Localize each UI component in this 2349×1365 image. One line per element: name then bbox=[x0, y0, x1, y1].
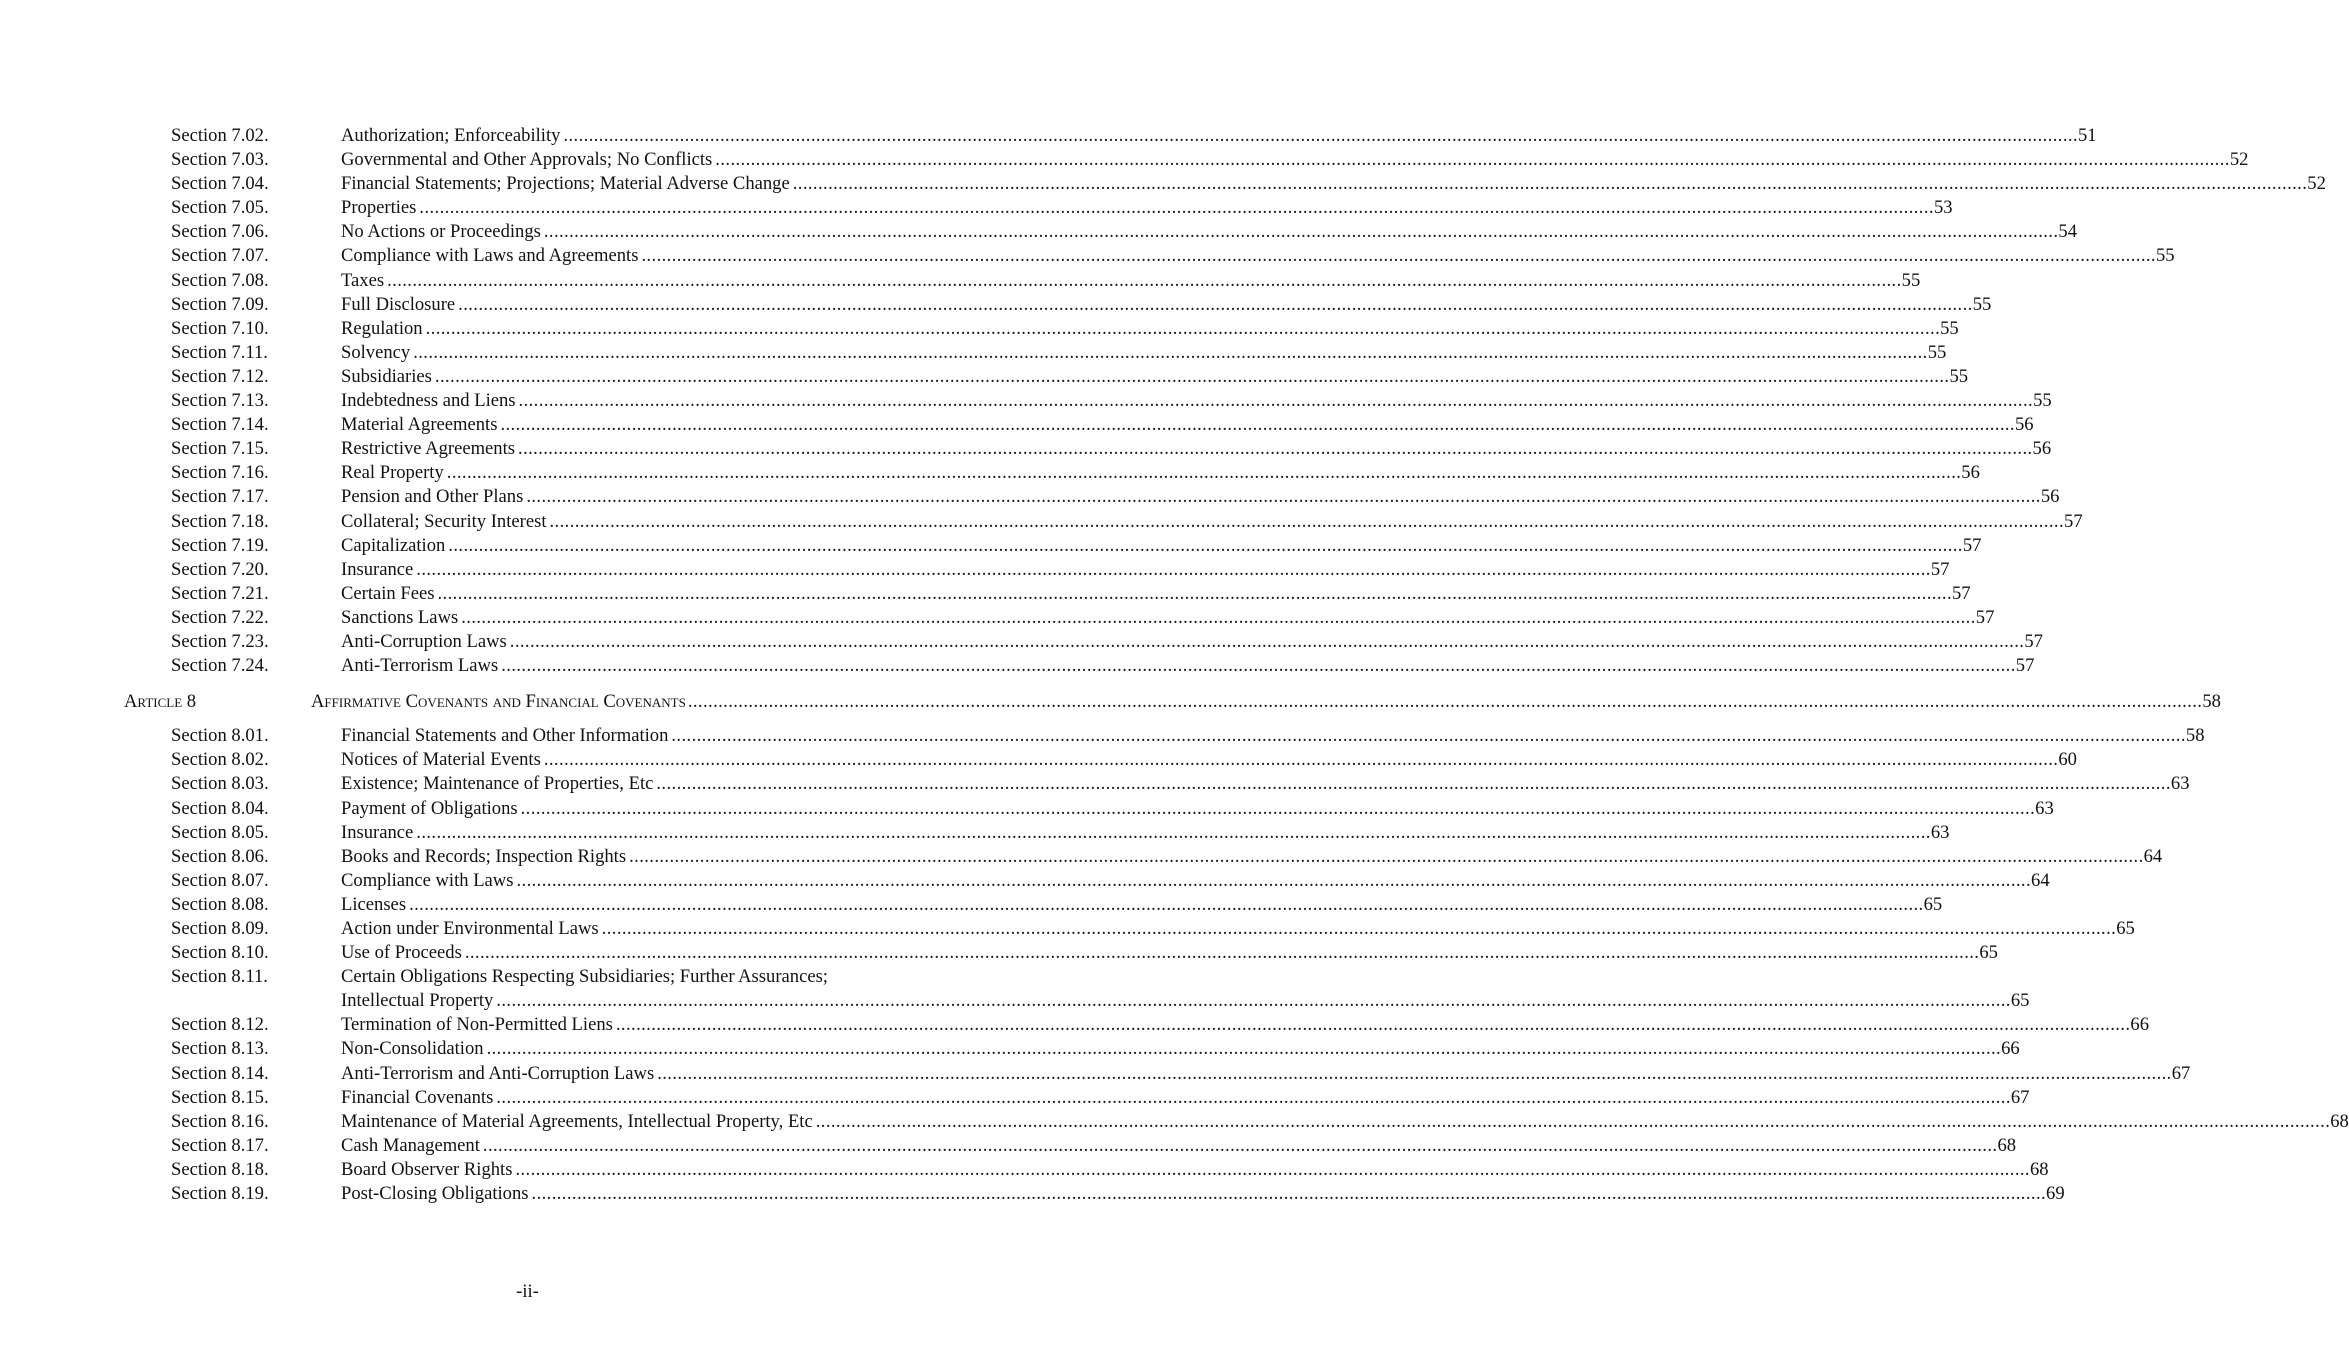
section-page-number: 68 bbox=[2029, 1158, 2049, 1180]
dot-leader: ............................................................................................................................................................................................................................................................................................................ bbox=[482, 1134, 1998, 1156]
section-title: Pension and Other Plans bbox=[341, 486, 524, 508]
section-title: Financial Covenants bbox=[341, 1086, 494, 1108]
section-title: Cash Management bbox=[341, 1134, 480, 1156]
section-number: Section 7.15. bbox=[171, 438, 269, 460]
dot-leader: ............................................................................................................................................................................................................................................................................................................ bbox=[437, 582, 1952, 604]
dot-leader: ............................................................................................................................................................................................................................................................................................................ bbox=[715, 149, 2230, 171]
section-title-line bbox=[341, 748, 2077, 772]
section-number: Section 8.14. bbox=[171, 1062, 269, 1084]
section-page-number: 57 bbox=[2064, 510, 2083, 532]
dot-leader: ............................................................................................................................................................................................................................................................................................................ bbox=[515, 1158, 2030, 1180]
section-title-line bbox=[341, 917, 2135, 941]
section-page-number: 55 bbox=[1972, 293, 1992, 315]
section-title-line bbox=[341, 606, 1995, 630]
section-number: Section 7.09. bbox=[171, 293, 269, 315]
section-title-line bbox=[341, 172, 2326, 196]
section-list-article-8-part-2 bbox=[0, 1013, 2349, 1206]
dot-leader: ............................................................................................................................................................................................................................................................................................................ bbox=[434, 365, 1950, 387]
section-title-line bbox=[341, 582, 1971, 606]
section-title: Solvency bbox=[341, 341, 411, 363]
section-title-line bbox=[341, 1086, 2030, 1110]
section-title: Subsidiaries bbox=[341, 365, 432, 387]
section-title-line bbox=[341, 220, 2077, 244]
section-title: Anti-Terrorism Laws bbox=[341, 655, 499, 677]
section-page-number: 65 bbox=[1979, 942, 1998, 964]
section-title: Properties bbox=[341, 197, 417, 219]
section-title-line bbox=[341, 724, 2205, 748]
toc-section-row[interactable] bbox=[0, 582, 1971, 606]
section-title-line bbox=[341, 869, 2050, 893]
section-list-article-7 bbox=[0, 124, 2326, 678]
section-title-line bbox=[341, 485, 2060, 509]
section-page-number: 53 bbox=[1933, 197, 1953, 219]
section-list-article-8-part-1 bbox=[0, 724, 2205, 965]
section-title: Post-Closing Obligations bbox=[341, 1183, 529, 1205]
section-page-number: 64 bbox=[2143, 845, 2163, 867]
section-page-number: 55 bbox=[1927, 341, 1947, 363]
section-page-number: 63 bbox=[2170, 773, 2190, 795]
section-number: Section 7.17. bbox=[171, 486, 269, 508]
section-number: Section 7.11. bbox=[171, 341, 268, 363]
section-title-line bbox=[341, 845, 2163, 869]
dot-leader: ............................................................................................................................................................................................................................................................................................................ bbox=[458, 293, 1973, 315]
toc-section-row[interactable] bbox=[0, 220, 2077, 244]
dot-leader: ............................................................................................................................................................................................................................................................................................................ bbox=[446, 462, 1962, 484]
section-title-line bbox=[341, 1037, 2020, 1061]
section-title: Capitalization bbox=[341, 534, 446, 556]
toc-section-row[interactable] bbox=[0, 654, 2035, 678]
dot-leader: ............................................................................................................................................................................................................................................................................................................ bbox=[496, 990, 2011, 1012]
section-title-line bbox=[341, 534, 1982, 558]
toc-section-row[interactable] bbox=[0, 772, 2190, 796]
section-title-line bbox=[341, 437, 2052, 461]
section-title-line bbox=[341, 654, 2035, 678]
dot-leader: ............................................................................................................................................................................................................................................................................................................ bbox=[518, 438, 2033, 460]
section-number: Section 7.23. bbox=[171, 630, 269, 652]
section-page-number: 57 bbox=[1975, 606, 1995, 628]
section-title: Board Observer Rights bbox=[341, 1158, 513, 1180]
section-title-line bbox=[341, 772, 2190, 796]
section-number: Section 8.06. bbox=[171, 845, 269, 867]
section-title-line bbox=[341, 341, 1947, 365]
toc-section-row[interactable] bbox=[0, 1086, 2030, 1110]
section-title: Insurance bbox=[341, 821, 414, 843]
section-page-number: 56 bbox=[2032, 438, 2052, 460]
toc-section-row[interactable] bbox=[0, 461, 1980, 485]
article-page-number: 58 bbox=[2202, 691, 2221, 713]
section-page-number: 57 bbox=[2015, 655, 2035, 677]
section-title: Existence; Maintenance of Properties, Etc bbox=[341, 773, 654, 795]
toc-section-row[interactable] bbox=[0, 413, 2034, 437]
toc-section-row[interactable] bbox=[0, 124, 2097, 148]
section-title: Anti-Terrorism and Anti-Corruption Laws bbox=[341, 1062, 655, 1084]
dot-leader: ............................................................................................................................................................................................................................................................................................................ bbox=[563, 125, 2078, 146]
toc-section-row[interactable] bbox=[0, 510, 2083, 534]
section-title: Action under Environmental Laws bbox=[341, 918, 599, 939]
section-page-number: 57 bbox=[2024, 630, 2043, 652]
section-page-number: 65 bbox=[1923, 893, 1943, 915]
dot-leader: ............................................................................................................................................................................................................................................................................................................ bbox=[526, 486, 2041, 508]
section-number: Section 8.07. bbox=[171, 869, 269, 891]
section-title-line bbox=[341, 244, 2175, 268]
section-title-line bbox=[341, 510, 2083, 534]
toc-section-row[interactable] bbox=[0, 630, 2043, 654]
section-number: Section 7.13. bbox=[171, 390, 269, 412]
section-number: Section 8.02. bbox=[171, 749, 269, 771]
section-page-number: 55 bbox=[1949, 365, 1969, 387]
section-page-number: 52 bbox=[2307, 173, 2326, 195]
section-number: Section 8.09. bbox=[171, 918, 269, 939]
section-page-number: 63 bbox=[1930, 821, 1950, 843]
section-number: Section 7.22. bbox=[171, 606, 269, 628]
section-title: Sanctions Laws bbox=[341, 606, 459, 628]
section-title: No Actions or Proceedings bbox=[341, 221, 541, 243]
toc-section-row[interactable] bbox=[0, 821, 1950, 845]
section-title-line bbox=[341, 461, 1980, 485]
section-number: Section 8.18. bbox=[171, 1158, 269, 1180]
section-title: Taxes bbox=[341, 269, 385, 291]
section-number: Section 7.16. bbox=[171, 462, 269, 484]
dot-leader: ............................................................................................................................................................................................................................................................................................................ bbox=[409, 893, 1924, 915]
section-title: Books and Records; Inspection Rights bbox=[341, 845, 627, 867]
section-title: Full Disclosure bbox=[341, 293, 456, 315]
section-page-number: 56 bbox=[2040, 486, 2060, 508]
section-number: Section 8.04. bbox=[171, 797, 269, 819]
toc-section-row[interactable] bbox=[0, 1062, 2191, 1086]
toc-section-row[interactable] bbox=[0, 485, 2060, 509]
toc-section-row[interactable] bbox=[0, 293, 1992, 317]
section-title-line bbox=[341, 293, 1992, 317]
section-title-line2: Intellectual Property bbox=[341, 990, 494, 1012]
section-title-line bbox=[341, 196, 1953, 220]
section-title: Non-Consolidation bbox=[341, 1038, 484, 1060]
section-title: Licenses bbox=[341, 893, 407, 915]
section-page-number: 65 bbox=[2116, 918, 2135, 939]
section-number: Section 8.10. bbox=[171, 942, 269, 964]
section-title: Regulation bbox=[341, 317, 423, 339]
section-title-line bbox=[341, 1062, 2191, 1086]
section-title: Authorization; Enforceability bbox=[341, 125, 561, 146]
section-title: Anti-Corruption Laws bbox=[341, 630, 507, 652]
section-title: Payment of Obligations bbox=[341, 797, 518, 819]
section-title: Notices of Material Events bbox=[341, 749, 541, 771]
section-title: Certain Fees bbox=[341, 582, 435, 604]
section-title: Financial Statements; Projections; Material Adverse Change bbox=[341, 173, 790, 195]
dot-leader: ............................................................................................................................................................................................................................................................................................................ bbox=[416, 821, 1931, 843]
section-page-number: 67 bbox=[2171, 1062, 2191, 1084]
dot-leader: ............................................................................................................................................................................................................................................................................................................ bbox=[656, 773, 2171, 795]
section-title: Material Agreements bbox=[341, 414, 498, 436]
section-page-number: 51 bbox=[2077, 125, 2097, 146]
section-page-number: 57 bbox=[1952, 582, 1971, 604]
dot-leader: ............................................................................................................................................................................................................................................................................................................ bbox=[416, 558, 1931, 580]
section-title-line bbox=[341, 365, 1969, 389]
section-number: Section 7.20. bbox=[171, 558, 269, 580]
dot-leader: ............................................................................................................................................................................................................................................................................................................ bbox=[641, 245, 2156, 267]
section-number: Section 8.05. bbox=[171, 821, 269, 843]
section-title-line bbox=[341, 389, 2052, 413]
section-title: Indebtedness and Liens bbox=[341, 390, 516, 412]
section-title-line bbox=[341, 317, 1959, 341]
dot-leader: ............................................................................................................................................................................................................................................................................................................ bbox=[549, 510, 2065, 532]
section-title-line1: Certain Obligations Respecting Subsidiaries; Further Assurances; bbox=[341, 966, 828, 988]
section-title-line bbox=[341, 269, 1921, 293]
toc-section-row[interactable] bbox=[0, 244, 2175, 268]
section-page-number: 58 bbox=[2185, 725, 2205, 747]
section-number: Section 7.04. bbox=[171, 173, 269, 195]
section-page-number: 68 bbox=[2330, 1110, 2349, 1132]
toc-section-row[interactable] bbox=[0, 1182, 2065, 1206]
toc-section-row[interactable] bbox=[0, 1110, 2349, 1134]
article-title-line bbox=[311, 690, 2221, 714]
section-number: Section 8.03. bbox=[171, 773, 269, 795]
section-title-line bbox=[341, 797, 2054, 821]
section-title-line bbox=[341, 941, 1998, 965]
section-title-line bbox=[341, 1134, 2017, 1158]
section-page-number: 60 bbox=[2058, 749, 2077, 771]
section-title: Use of Proceeds bbox=[341, 942, 462, 964]
section-title-line bbox=[341, 821, 1950, 845]
section-number: Section 8.16. bbox=[171, 1110, 269, 1132]
table-of-contents bbox=[0, 124, 2349, 1206]
section-page-number: 55 bbox=[2155, 245, 2175, 267]
section-title-line bbox=[341, 148, 2249, 172]
dot-leader: ............................................................................................................................................................................................................................................................................................................ bbox=[448, 534, 1963, 556]
dot-leader: ............................................................................................................................................................................................................................................................................................................ bbox=[543, 221, 2059, 243]
section-page-number: 55 bbox=[1940, 317, 1959, 339]
dot-leader: ............................................................................................................................................................................................................................................................................................................ bbox=[518, 390, 2034, 412]
dot-leader: ............................................................................................................................................................................................................................................................................................................ bbox=[419, 197, 1934, 219]
toc-section-row[interactable] bbox=[0, 365, 1969, 389]
toc-section-row[interactable] bbox=[0, 941, 1998, 965]
dot-leader: ............................................................................................................................................................................................................................................................................................................ bbox=[615, 1014, 2131, 1036]
section-page-number: 55 bbox=[2033, 390, 2052, 412]
section-title-line bbox=[341, 989, 2030, 1013]
section-number: Section 7.03. bbox=[171, 149, 269, 171]
dot-leader: ............................................................................................................................................................................................................................................................................................................ bbox=[501, 655, 2016, 677]
section-title: Restrictive Agreements bbox=[341, 438, 516, 460]
section-number: Section 7.07. bbox=[171, 245, 269, 267]
toc-section-row[interactable] bbox=[0, 1013, 2149, 1037]
section-number: Section 8.12. bbox=[171, 1014, 269, 1036]
toc-section-row[interactable] bbox=[0, 606, 1995, 630]
toc-section-row[interactable] bbox=[0, 148, 2249, 172]
section-page-number: 67 bbox=[2010, 1086, 2030, 1108]
section-number: Section 8.13. bbox=[171, 1038, 269, 1060]
toc-section-row[interactable] bbox=[0, 748, 2077, 772]
section-number: Section 8.01. bbox=[171, 725, 269, 747]
toc-section-row[interactable] bbox=[0, 869, 2050, 893]
section-title: Termination of Non-Permitted Liens bbox=[341, 1014, 613, 1036]
section-page-number: 56 bbox=[2014, 414, 2034, 436]
dot-leader: ............................................................................................................................................................................................................................................................................................................ bbox=[464, 942, 1980, 964]
section-title-line bbox=[341, 124, 2097, 148]
toc-section-row-continuation[interactable] bbox=[0, 989, 2030, 1013]
section-page-number: 54 bbox=[2058, 221, 2077, 243]
dot-leader: ............................................................................................................................................................................................................................................................................................................ bbox=[520, 797, 2036, 819]
section-title-line bbox=[341, 1110, 2349, 1134]
section-number: Section 7.14. bbox=[171, 414, 269, 436]
section-title-line bbox=[341, 1158, 2049, 1182]
dot-leader: ............................................................................................................................................................................................................................................................................................................ bbox=[815, 1110, 2331, 1132]
section-page-number: 56 bbox=[1961, 462, 1980, 484]
dot-leader: ............................................................................................................................................................................................................................................................................................................ bbox=[387, 269, 1902, 291]
dot-leader: ............................................................................................................................................................................................................................................................................................................ bbox=[543, 749, 2059, 771]
toc-section-row[interactable] bbox=[0, 317, 1959, 341]
section-page-number: 66 bbox=[2130, 1014, 2149, 1036]
dot-leader: ............................................................................................................................................................................................................................................................................................................ bbox=[629, 845, 2144, 867]
toc-section-row[interactable] bbox=[0, 1134, 2017, 1158]
toc-section-row[interactable] bbox=[0, 845, 2163, 869]
toc-article-row[interactable] bbox=[0, 690, 2221, 714]
dot-leader: ............................................................................................................................................................................................................................................................................................................ bbox=[687, 691, 2203, 713]
toc-section-row[interactable] bbox=[0, 797, 2054, 821]
toc-section-row[interactable] bbox=[0, 917, 2135, 941]
section-page-number: 57 bbox=[1962, 534, 1982, 556]
section-title: Compliance with Laws bbox=[341, 869, 514, 891]
toc-section-row[interactable] bbox=[0, 389, 2052, 413]
section-title: Insurance bbox=[341, 558, 414, 580]
section-title: Collateral; Security Interest bbox=[341, 510, 547, 532]
section-page-number: 64 bbox=[2031, 869, 2050, 891]
section-number: Section 7.06. bbox=[171, 221, 269, 243]
section-title-line bbox=[341, 893, 1943, 917]
dot-leader: ............................................................................................................................................................................................................................................................................................................ bbox=[531, 1183, 2047, 1205]
section-title: Financial Statements and Other Information bbox=[341, 725, 669, 747]
section-number: Section 8.17. bbox=[171, 1134, 269, 1156]
section-page-number: 65 bbox=[2010, 990, 2030, 1012]
dot-leader: ............................................................................................................................................................................................................................................................................................................ bbox=[461, 606, 1976, 628]
section-number: Section 7.21. bbox=[171, 582, 269, 604]
dot-leader: ............................................................................................................................................................................................................................................................................................................ bbox=[516, 869, 2032, 891]
toc-section-row[interactable] bbox=[0, 196, 1953, 220]
section-number: Section 7.12. bbox=[171, 365, 269, 387]
toc-section-row[interactable] bbox=[0, 724, 2205, 748]
dot-leader: ............................................................................................................................................................................................................................................................................................................ bbox=[509, 630, 2025, 652]
section-page-number: 66 bbox=[2001, 1038, 2020, 1060]
section-title-line bbox=[341, 1013, 2149, 1037]
dot-leader: ............................................................................................................................................................................................................................................................................................................ bbox=[425, 317, 1941, 339]
section-page-number: 55 bbox=[1901, 269, 1921, 291]
article-title: Affirmative Covenants and Financial Covenants bbox=[311, 691, 686, 713]
dot-leader: ............................................................................................................................................................................................................................................................................................................ bbox=[413, 341, 1928, 363]
section-title: Real Property bbox=[341, 462, 444, 484]
section-number: Section 8.19. bbox=[171, 1183, 269, 1205]
toc-section-row[interactable] bbox=[0, 1158, 2049, 1182]
toc-section-row[interactable] bbox=[0, 437, 2052, 461]
section-number: Section 7.05. bbox=[171, 197, 269, 219]
toc-section-row[interactable] bbox=[0, 893, 1943, 917]
section-title: Maintenance of Material Agreements, Intellectual Property, Etc bbox=[341, 1110, 813, 1132]
section-title-line bbox=[341, 1182, 2065, 1206]
section-page-number: 68 bbox=[1997, 1134, 2017, 1156]
section-page-number: 52 bbox=[2229, 149, 2249, 171]
section-page-number: 57 bbox=[1930, 558, 1950, 580]
section-title-line bbox=[341, 630, 2043, 654]
toc-section-row[interactable] bbox=[0, 172, 2326, 196]
section-title-line bbox=[341, 558, 1950, 582]
toc-section-row[interactable] bbox=[0, 558, 1950, 582]
section-page-number: 69 bbox=[2046, 1183, 2065, 1205]
dot-leader: ............................................................................................................................................................................................................................................................................................................ bbox=[496, 1086, 2011, 1108]
dot-leader: ............................................................................................................................................................................................................................................................................................................ bbox=[601, 918, 2117, 939]
section-number: Section 8.08. bbox=[171, 893, 269, 915]
section-number: Section 8.11. bbox=[171, 966, 268, 988]
section-number: Section 7.08. bbox=[171, 269, 269, 291]
article-number: Article 8 bbox=[124, 691, 197, 713]
page-footer-number: -ii- bbox=[516, 1281, 539, 1302]
toc-section-row[interactable] bbox=[0, 965, 1055, 989]
section-title-line bbox=[341, 413, 2034, 437]
dot-leader: ............................................................................................................................................................................................................................................................................................................ bbox=[486, 1038, 2002, 1060]
toc-section-row[interactable] bbox=[0, 269, 1921, 293]
dot-leader: ............................................................................................................................................................................................................................................................................................................ bbox=[671, 725, 2186, 747]
section-page-number: 63 bbox=[2035, 797, 2054, 819]
toc-section-row[interactable] bbox=[0, 1037, 2020, 1061]
toc-section-row[interactable] bbox=[0, 341, 1947, 365]
toc-section-row[interactable] bbox=[0, 534, 1982, 558]
section-number: Section 7.24. bbox=[171, 655, 269, 677]
section-number: Section 8.15. bbox=[171, 1086, 269, 1108]
section-number: Section 7.02. bbox=[171, 125, 269, 146]
section-title: Compliance with Laws and Agreements bbox=[341, 245, 639, 267]
dot-leader: ............................................................................................................................................................................................................................................................................................................ bbox=[657, 1062, 2172, 1084]
section-number: Section 7.10. bbox=[171, 317, 269, 339]
dot-leader: ............................................................................................................................................................................................................................................................................................................ bbox=[500, 414, 2015, 436]
section-title: Governmental and Other Approvals; No Conflicts bbox=[341, 149, 713, 171]
section-title-line bbox=[341, 965, 931, 989]
dot-leader: ............................................................................................................................................................................................................................................................................................................ bbox=[792, 173, 2308, 195]
section-number: Section 7.19. bbox=[171, 534, 269, 556]
section-number: Section 7.18. bbox=[171, 510, 269, 532]
